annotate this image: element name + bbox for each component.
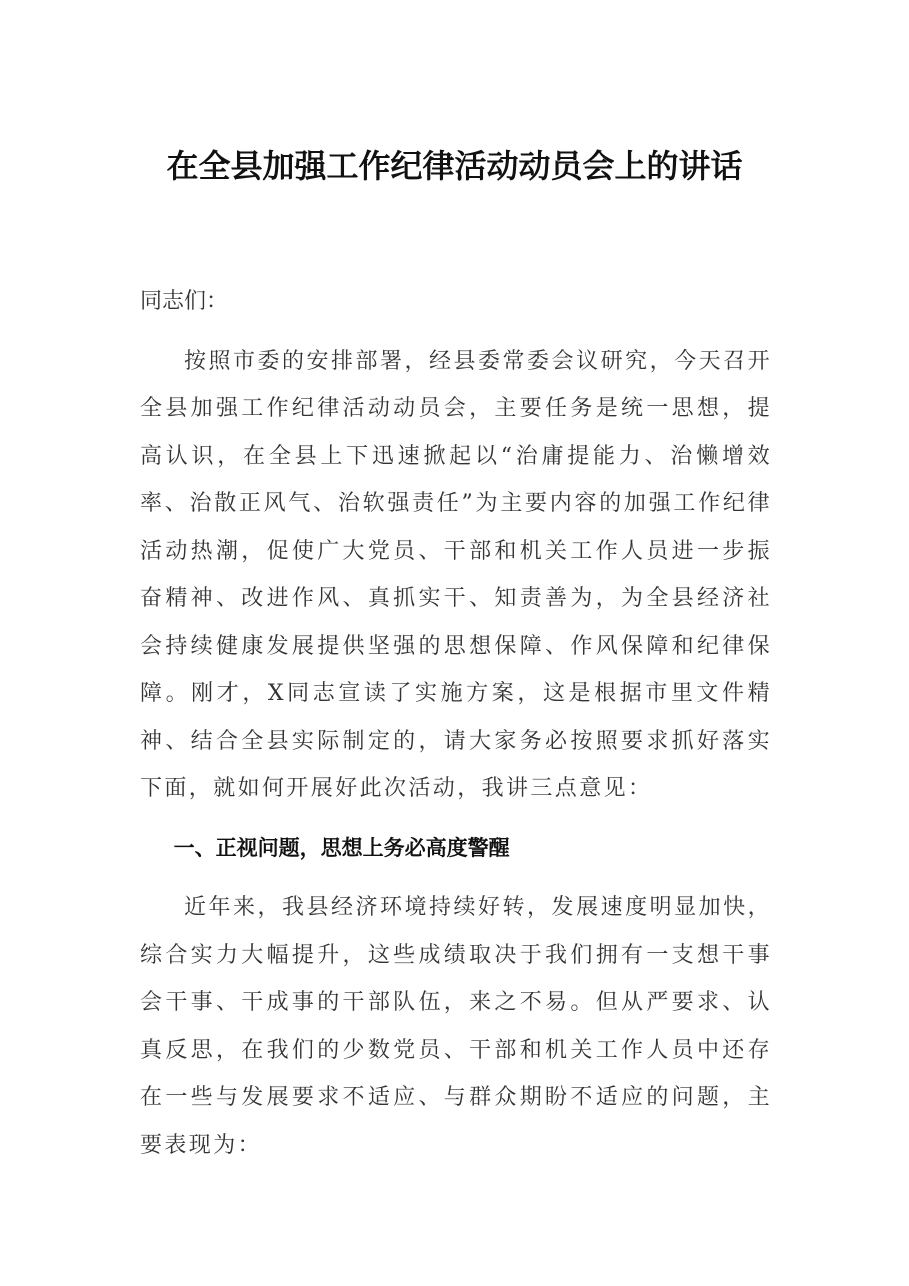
- document-title: 在全县加强工作纪律活动动员会上的讲话: [166, 147, 743, 185]
- document-body: [140, 278, 772, 1169]
- paragraph-section-one: 近年来，我县经济环境持续好转，发展速度明显加快，综合实力大幅提升，这些成绩取决于我们拥有一支想干事会干事、干成事的干部队伍，来之不易。但从严要求、认真反思，在我们的少数党员、干部和机关工作人员中还存在一些与发展要求不适应、与群众期盼不适应的问题，主要表现为：: [140, 895, 772, 1158]
- paragraph-opening: 按照市委的安排部署，经县委常委会议研究，今天召开全县加强工作纪律活动动员会，主要任务是统一思想，提高认识，在全县上下迅速掀起以“治庸提能力、治懒增效率、治散正风气、治软强责任”为主要内容的加强工作纪律活动热潮，促使广大党员、干部和机关工作人员进一步振奋精神、改进作风、真抓实干、知责善为，为全县经济社会持续健康发展提供坚强的思想保障、作风保障和纪律保障。刚才，X同志宣读了实施方案，这是根据市里文件精神、结合全县实际制定的，请大家务必按照要求抓好落实下面，就如何开展好此次活动，我讲三点意见：: [140, 348, 772, 801]
- section-heading: 一、正视问题，思想上务必高度警醒: [173, 835, 510, 860]
- salutation: 同志们：: [140, 289, 229, 314]
